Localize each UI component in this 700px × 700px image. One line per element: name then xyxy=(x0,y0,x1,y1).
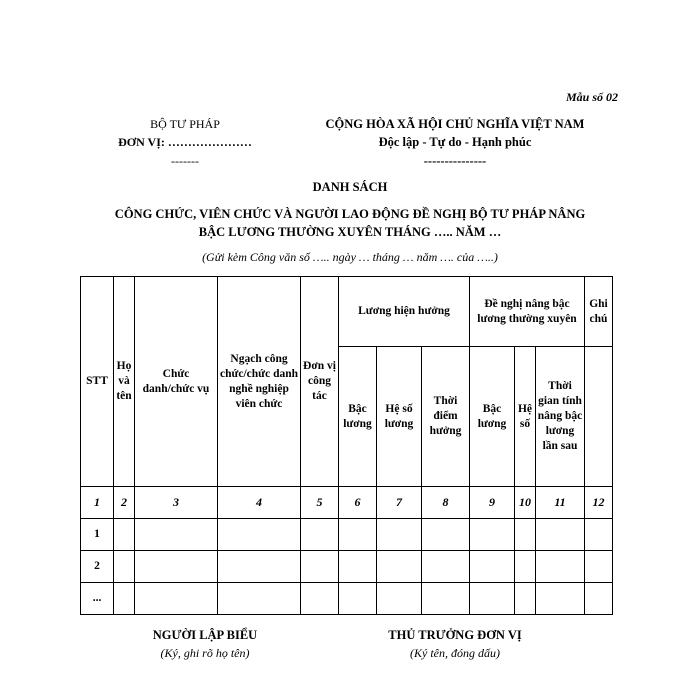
document-title: DANH SÁCH xyxy=(312,180,388,194)
table-cell xyxy=(218,583,301,615)
column-number: 7 xyxy=(377,487,422,519)
preparer-title: NGƯỜI LẬP BIỂU xyxy=(152,628,258,642)
head-of-unit-title: THỦ TRƯỞNG ĐƠN VỊ xyxy=(388,628,522,642)
table-cell xyxy=(135,551,218,583)
table-cell xyxy=(515,583,536,615)
table-cell xyxy=(422,519,470,551)
signature-head-of-unit xyxy=(355,626,555,662)
table-cell xyxy=(377,551,422,583)
header-position: Chức danh/chức vụ xyxy=(135,277,218,487)
table-cell xyxy=(218,551,301,583)
table-cell xyxy=(536,551,585,583)
unit-line: ĐƠN VỊ: ………………… xyxy=(118,135,252,149)
table-cell xyxy=(585,551,613,583)
table-cell xyxy=(114,519,135,551)
table-cell xyxy=(515,519,536,551)
row-stt: ... xyxy=(81,583,114,615)
header-left xyxy=(95,115,275,171)
column-number: 3 xyxy=(135,487,218,519)
column-number: 8 xyxy=(422,487,470,519)
table-cell xyxy=(536,519,585,551)
column-number: 4 xyxy=(218,487,301,519)
table-cell xyxy=(301,519,339,551)
header-notes-empty xyxy=(585,347,613,487)
head-of-unit-note: (Ký tên, đóng dấu) xyxy=(410,646,500,660)
column-number: 5 xyxy=(301,487,339,519)
attachment-note: (Gửi kèm Công văn số ….. ngày … tháng … năm …. của …..) xyxy=(202,250,498,264)
row-stt: 1 xyxy=(81,519,114,551)
table-cell xyxy=(218,519,301,551)
table-cell xyxy=(422,551,470,583)
header-proposed-raise: Đề nghị nâng bậc lương thường xuyên xyxy=(470,277,585,347)
column-number: 12 xyxy=(585,487,613,519)
table-row xyxy=(81,519,613,551)
table-cell xyxy=(585,583,613,615)
table-cell xyxy=(135,519,218,551)
header-coefficient: Hệ số lương xyxy=(377,347,422,487)
header-rank: Ngạch công chức/chức danh nghề nghiệp viên chức xyxy=(218,277,301,487)
header-current-salary: Lương hiện hưởng xyxy=(339,277,470,347)
header-proposed-grade: Bậc lương xyxy=(470,347,515,487)
column-number: 9 xyxy=(470,487,515,519)
header-next-raise-time: Thời gian tính nâng bậc lương lần sau xyxy=(536,347,585,487)
header-notes: Ghi chú xyxy=(585,277,613,347)
table-cell xyxy=(301,551,339,583)
subtitle-line-2: BẬC LƯƠNG THƯỜNG XUYÊN THÁNG ….. NĂM … xyxy=(198,225,502,239)
table-cell xyxy=(377,519,422,551)
table-cell xyxy=(422,583,470,615)
table-row xyxy=(81,583,613,615)
header-proposed-coefficient: Hệ số xyxy=(515,347,536,487)
document-subtitle xyxy=(85,205,615,241)
table-cell xyxy=(114,583,135,615)
signature-preparer xyxy=(110,626,300,662)
national-motto: Độc lập - Tự do - Hạnh phúc xyxy=(378,135,532,149)
ministry-name: BỘ TƯ PHÁP xyxy=(150,117,220,131)
form-number: Mẫu số 02 xyxy=(565,90,618,104)
column-number: 1 xyxy=(81,487,114,519)
header-unit: Đơn vị công tác xyxy=(301,277,339,487)
header-left-divider: ------- xyxy=(171,154,199,168)
table-cell xyxy=(470,519,515,551)
header-effective-time: Thời điểm hưởng xyxy=(422,347,470,487)
column-number: 2 xyxy=(114,487,135,519)
table-cell xyxy=(536,583,585,615)
table-cell xyxy=(585,519,613,551)
table-cell xyxy=(515,551,536,583)
column-number: 6 xyxy=(339,487,377,519)
column-number: 10 xyxy=(515,487,536,519)
column-number: 11 xyxy=(536,487,585,519)
staff-table xyxy=(80,276,613,615)
header-right-divider: --------------- xyxy=(423,154,487,168)
header-stt: STT xyxy=(81,277,114,487)
table-row xyxy=(81,551,613,583)
header-name: Họ và tên xyxy=(114,277,135,487)
table-cell xyxy=(377,583,422,615)
table-cell xyxy=(470,551,515,583)
preparer-note: (Ký, ghi rõ họ tên) xyxy=(160,646,250,660)
country-name: CỘNG HÒA XÃ HỘI CHỦ NGHĨA VIỆT NAM xyxy=(325,117,585,131)
table-cell xyxy=(339,519,377,551)
column-number-row xyxy=(81,487,613,519)
table-cell xyxy=(339,583,377,615)
row-stt: 2 xyxy=(81,551,114,583)
table-cell xyxy=(135,583,218,615)
table-cell xyxy=(339,551,377,583)
header-right xyxy=(300,115,610,171)
table-cell xyxy=(301,583,339,615)
header-salary-grade: Bậc lương xyxy=(339,347,377,487)
table-cell xyxy=(114,551,135,583)
table-cell xyxy=(470,583,515,615)
subtitle-line-1: CÔNG CHỨC, VIÊN CHỨC VÀ NGƯỜI LAO ĐỘNG ĐỀ NGHỊ BỘ TƯ PHÁP NÂNG xyxy=(114,207,586,221)
